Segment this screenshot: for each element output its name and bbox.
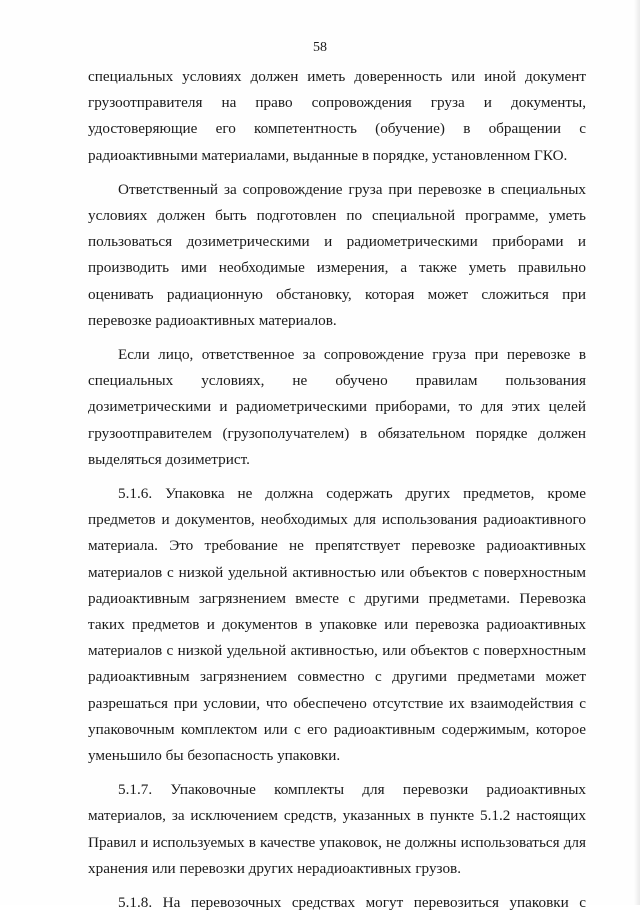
paragraph-continuation: специальных условиях должен иметь доверенность или иной документ грузоотправителя на право сопровождения груза и документы, удостоверяющие его компетентность (обучение) в обращении с радиоактивными материалами, выданные в порядке, установленном ГКО. [88,68,586,164]
page-edge-shadow [634,0,640,905]
paragraph-5-1-7: 5.1.7. Упаковочные комплекты для перевозки радиоактивных материалов, за исключением средств, указанных в пункте 5.1.2 настоящих Правил и используемых в качестве упаковок, не должны использоваться для хранения или перевозки других нерадиоактивных грузов. [88,781,586,877]
paragraph-escort-training: Ответственный за сопровождение груза при перевозке в специальных условиях должен быть подготовлен по специальной программе, уметь пользоваться дозиметрическими и радиометрическими приборами и производить ими необходимые измерения, а также уметь правильно оценивать радиационную обстановку, которая может сложиться при перевозке радиоактивных материалов. [88,180,586,329]
paragraph-dosimetrist: Если лицо, ответственное за сопровождение груза при перевозке в специальных условиях, не обучено правилам пользования дозиметрическими и радиометрическими приборами, то для этих целей грузоотправителем (грузополучателем) в обязательном порядке должен выделяться дозиметрист. [88,346,586,468]
document-body [88,64,586,924]
paragraph-5-1-8: 5.1.8. На перевозочных средствах могут перевозиться упаковки с [118,894,586,912]
paragraph-5-1-6: 5.1.6. Упаковка не должна содержать других предметов, кроме предметов и документов, необходимых для использования радиоактивного материала. Это требование не препятствует перевозке радиоактивных материалов с низкой удельной активностью или объектов с поверхностным радиоактивным загрязнением вместе с другими предметами. Перевозка таких предметов и документов в упаковке или перевозка радиоактивных материалов с низкой удельной активностью, или объектов с поверхностным радиоактивным загрязнением совместно с другими предметами может разрешаться при условии, что обеспечено отсутствие их взаимодействия с упаковочным комплектом или с его радиоактивным содержимым, которое уменьшило бы безопасность упаковки. [88,485,586,765]
page-number: 58 [313,40,327,55]
